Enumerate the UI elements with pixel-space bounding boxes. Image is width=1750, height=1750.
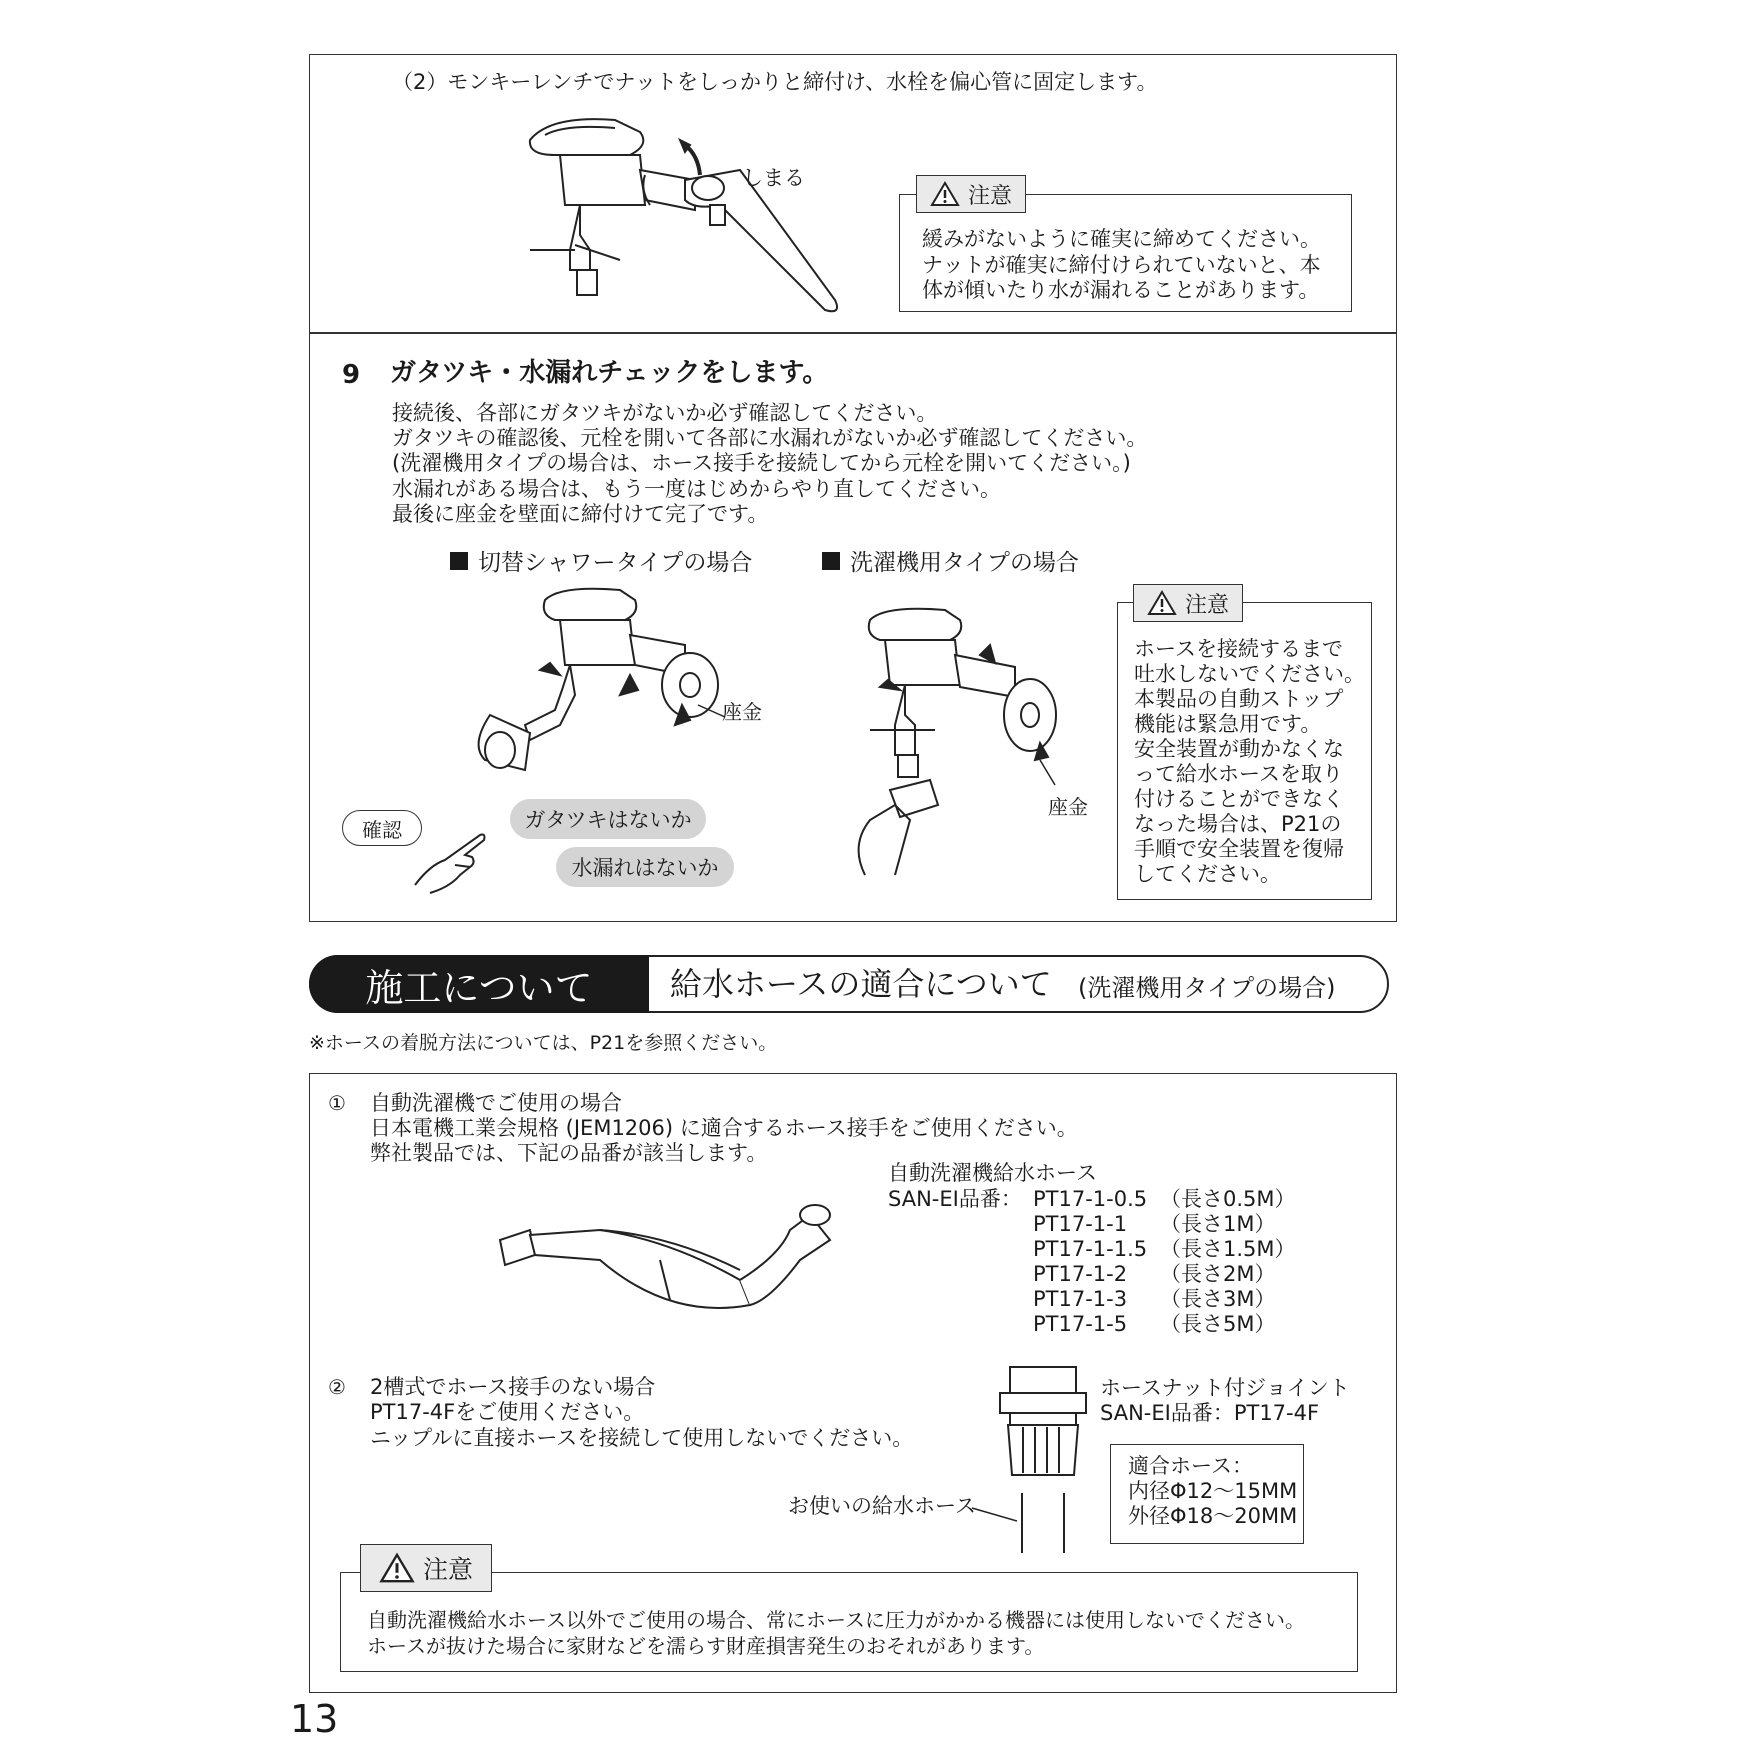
- product-length-4: （長さ2M）: [1160, 1262, 1276, 1286]
- bottom-caution-line-2: ホースが抜けた場合に家財などを濡らす財産損害発生のおそれがあります。: [367, 1634, 1045, 1658]
- confirm-label: 確認: [362, 817, 402, 842]
- step9-line-5: 最後に座金を壁面に締付けて完了です。: [392, 502, 769, 526]
- hose-product-title: 自動洗濯機給水ホース: [888, 1161, 1097, 1185]
- your-hose-label: お使いの給水ホース: [788, 1494, 976, 1518]
- legend-shower-type: [450, 544, 752, 577]
- product-length-5: （長さ3M）: [1160, 1287, 1276, 1311]
- tighten-arrow-label: しまる: [742, 166, 805, 190]
- section-note: ※ホースの着脱方法については、P21を参照ください。: [309, 1032, 778, 1054]
- caution-label: 注意: [422, 1555, 473, 1584]
- square-bullet-icon: [822, 552, 840, 570]
- pointing-hand-icon: [410, 825, 490, 895]
- caution-label: 注意: [1184, 592, 1229, 618]
- zagane-label-washer: 座金: [1048, 795, 1088, 819]
- legend-washer-label: 洗濯機用タイプの場合: [850, 550, 1079, 576]
- wobble-check-text: ガタツキはないか: [524, 808, 692, 832]
- item1-line-2: 日本電機工業会規格 (JEM1206) に適合するホース接手をご使用ください。: [370, 1116, 1078, 1140]
- page-number: 13: [290, 1697, 339, 1741]
- warning-icon: [379, 1552, 415, 1584]
- step9-line-4: 水漏れがある場合は、もう一度はじめからやり直してください。: [392, 477, 1001, 501]
- step9-caution-line-7: 付けることができなく: [1134, 787, 1344, 811]
- step9-caution-line-1: ホースを接続するまで: [1134, 637, 1343, 661]
- hose-pointer-line: [972, 1506, 1022, 1526]
- product-code-5: PT17-1-3: [1033, 1287, 1128, 1311]
- step9-caution-line-9: 手順で安全装置を復帰: [1134, 837, 1344, 861]
- product-length-2: （長さ1M）: [1160, 1212, 1276, 1236]
- step9-caution-line-2: 吐水しないでください。: [1134, 662, 1365, 686]
- shower-faucet-illustration: [470, 585, 730, 785]
- warning-icon: [930, 181, 960, 207]
- product-code-3: PT17-1-1.5: [1033, 1237, 1148, 1261]
- section-badge-text: 施工について: [365, 965, 593, 1010]
- step-2-text: （2）モンキーレンチでナットをしっかりと締付け、水栓を偏心管に固定します。: [392, 70, 1158, 94]
- washer-hose-illustration: [490, 1200, 850, 1330]
- product-length-3: （長さ1.5M）: [1160, 1237, 1296, 1261]
- item2-line-3: ニップルに直接ホースを接続して使用しないでください。: [370, 1426, 914, 1450]
- fit-hose-line-1: 適合ホース：: [1128, 1454, 1253, 1478]
- washer-faucet-illustration: [850, 605, 1080, 885]
- step9-line-2: ガタツキの確認後、元栓を開いて各部に水漏れがないか必ず確認してください。: [392, 426, 1148, 450]
- section-title: 給水ホースの適合について: [670, 965, 1052, 1003]
- section-badge: [309, 955, 649, 1013]
- item1-line-3: 弊社製品では、下記の品番が該当します。: [370, 1141, 768, 1165]
- top-caution-line-1: 緩みがないように確実に締めてください。: [922, 227, 1321, 251]
- step9-caution-line-3: 本製品の自動ストップ: [1134, 687, 1344, 711]
- step9-caution-line-4: 機能は緊急用です。: [1134, 712, 1322, 736]
- joint-title: ホースナット付ジョイント: [1100, 1376, 1350, 1400]
- legend-washer-type: [822, 544, 1079, 577]
- leak-check-bubble: [556, 847, 734, 887]
- zagane-label-shower: 座金: [722, 700, 762, 724]
- product-code-4: PT17-1-2: [1033, 1262, 1128, 1286]
- step9-caution-line-5: 安全装置が動かなくな: [1134, 737, 1344, 761]
- wrench-faucet-illustration: [520, 110, 850, 320]
- step9-caution-line-6: って給水ホースを取り: [1134, 762, 1343, 786]
- step9-line-3: (洗濯機用タイプの場合は、ホース接手を接続してから元栓を開いてください。): [392, 451, 1131, 475]
- step9-caution-line-8: なった場合は、P21の: [1134, 812, 1342, 836]
- product-length-1: （長さ0.5M）: [1160, 1187, 1296, 1211]
- item1-line-1: 自動洗濯機でご使用の場合: [370, 1091, 622, 1115]
- product-code-6: PT17-1-5: [1033, 1312, 1128, 1336]
- step9-caution-tag: [1133, 584, 1243, 622]
- joint-code: SAN-EI品番：PT17-4F: [1100, 1401, 1320, 1425]
- square-bullet-icon: [450, 552, 468, 570]
- caution-label: 注意: [967, 183, 1012, 209]
- step9-number: 9: [342, 360, 361, 390]
- bottom-caution-line-1: 自動洗濯機給水ホース以外でご使用の場合、常にホースに圧力がかかる機器には使用しないでください。: [367, 1608, 1305, 1632]
- bottom-caution-tag: [360, 1544, 492, 1592]
- top-caution-line-2: ナットが確実に締付けられていないと、本: [922, 253, 1321, 277]
- product-code-2: PT17-1-1: [1033, 1212, 1128, 1236]
- step9-caution-line-10: してください。: [1134, 862, 1281, 886]
- item1-mark: ①: [328, 1091, 346, 1115]
- item2-line-1: 2槽式でホース接手のない場合: [370, 1375, 656, 1399]
- product-length-6: （長さ5M）: [1160, 1312, 1276, 1336]
- brand-label: SAN-EI品番：: [888, 1187, 1022, 1211]
- legend-shower-label: 切替シャワータイプの場合: [478, 550, 753, 576]
- wobble-check-bubble: [510, 799, 706, 839]
- section-subtitle: (洗濯機用タイプの場合): [1078, 974, 1336, 1002]
- product-code-1: PT17-1-0.5: [1033, 1187, 1148, 1211]
- step9-title: ガタツキ・水漏れチェックをします。: [390, 358, 829, 388]
- item2-line-2: PT17-4Fをご使用ください。: [370, 1400, 645, 1424]
- fit-hose-line-2: 内径Φ12～15MM: [1128, 1479, 1298, 1503]
- top-caution-line-3: 体が傾いたり水が漏れることがあります。: [922, 278, 1320, 302]
- fit-hose-line-3: 外径Φ18～20MM: [1128, 1504, 1298, 1528]
- leak-check-text: 水漏れはないか: [571, 856, 719, 880]
- warning-icon: [1147, 590, 1177, 616]
- hose-joint-illustration: [998, 1365, 1088, 1555]
- step9-line-1: 接続後、各部にガタツキがないか必ず確認してください。: [392, 401, 938, 425]
- top-caution-tag: [916, 175, 1026, 213]
- item2-mark: ②: [328, 1375, 346, 1399]
